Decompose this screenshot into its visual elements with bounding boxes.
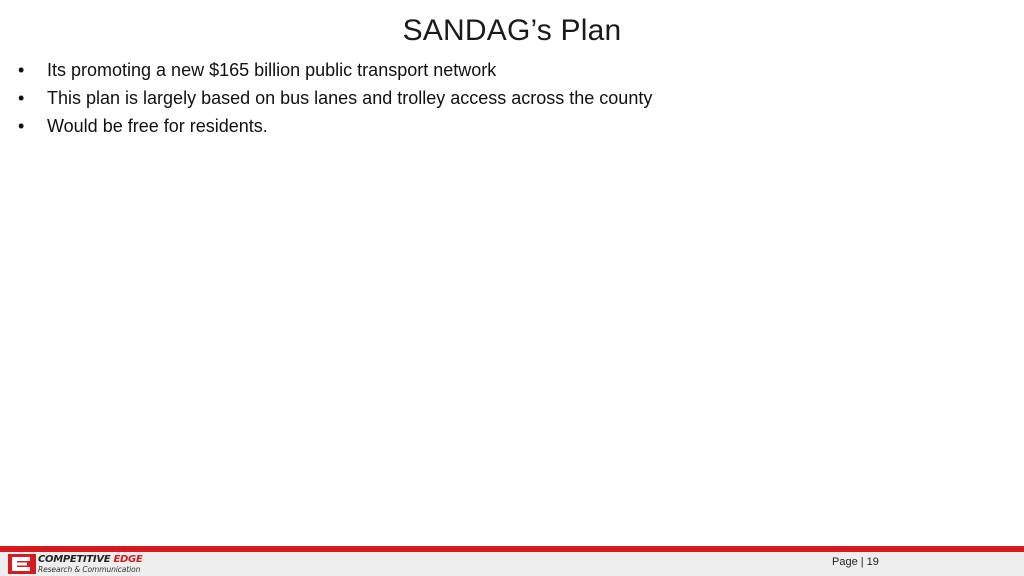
- page-number: Page | 19: [832, 556, 879, 568]
- bullet-dot-icon: •: [18, 60, 25, 80]
- logo-name-part1: COMPETITIVE: [38, 554, 114, 565]
- bullet-dot-icon: •: [18, 116, 25, 136]
- slide-title: SANDAG’s Plan: [402, 14, 622, 47]
- logo-name-part2: EDGE: [113, 554, 143, 565]
- bullet-text: This plan is largely based on bus lanes and trolley access across the county: [47, 88, 653, 108]
- company-logo: [8, 554, 148, 574]
- bullet-dot-icon: •: [18, 88, 25, 108]
- company-logo-mark-icon: [8, 554, 36, 574]
- slide-footer: [0, 546, 1024, 576]
- bullet-text: Would be free for residents.: [47, 116, 268, 136]
- bullet-text: Its promoting a new $165 billion public transport network: [47, 60, 497, 80]
- logo-name: [38, 554, 142, 565]
- logo-tagline: Research & Communication: [38, 565, 141, 574]
